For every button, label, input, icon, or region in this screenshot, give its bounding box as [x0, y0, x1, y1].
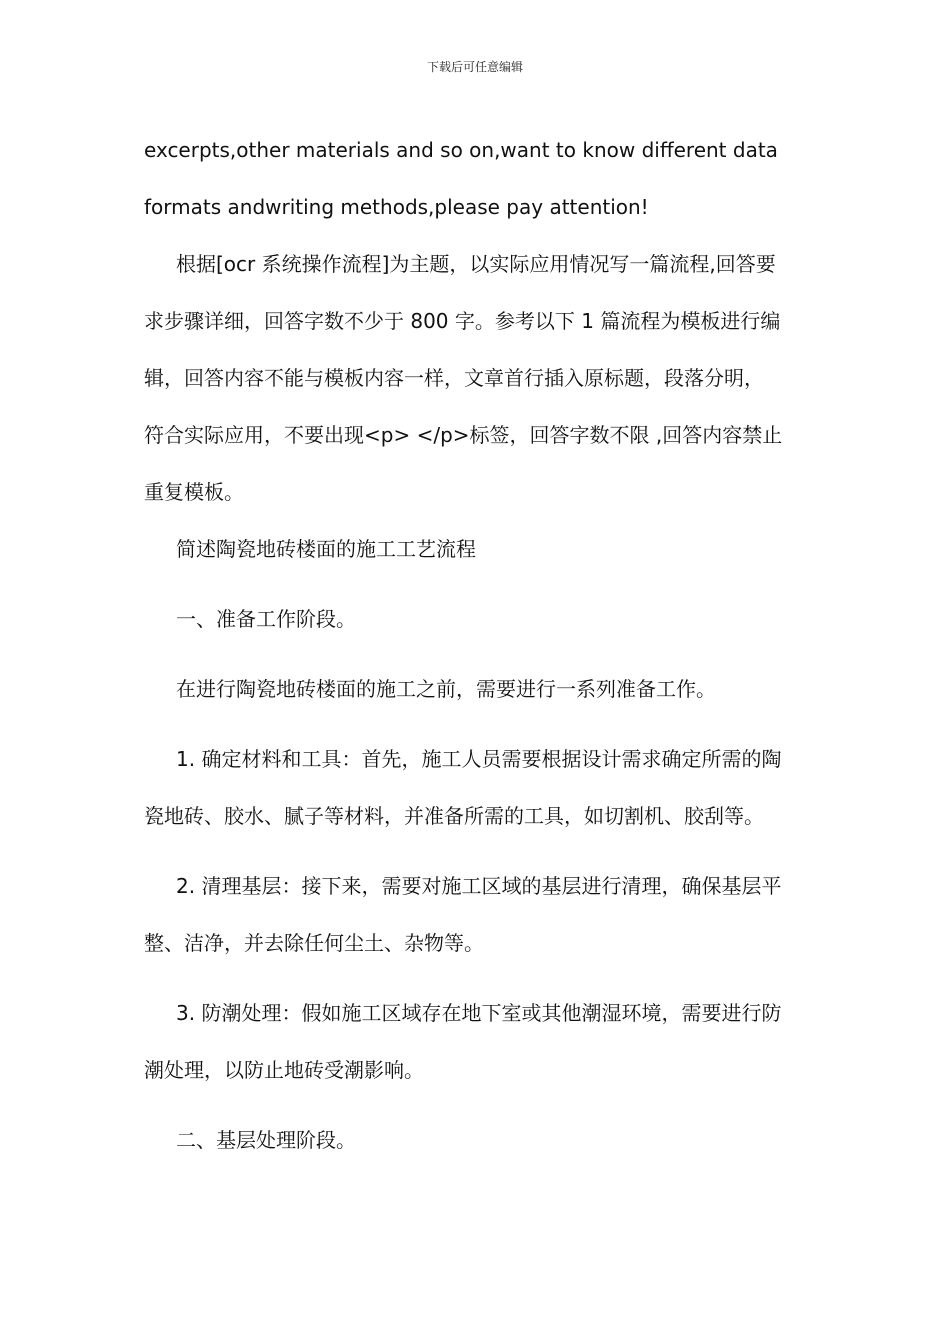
intro-line: formats andwriting methods,please pay attention!	[144, 195, 649, 219]
prompt-line: 符合实际应用，不要出现<p> </p>标签，回答字数不限 ,回答内容禁止	[144, 423, 783, 447]
list-item-line: 1. 确定材料和工具：首先，施工人员需要根据设计需求确定所需的陶	[176, 747, 782, 771]
list-item-line: 整、洁净，并去除任何尘土、杂物等。	[144, 931, 484, 955]
list-item-line: 3. 防潮处理：假如施工区域存在地下室或其他潮湿环境，需要进行防	[176, 1001, 782, 1025]
list-item-line: 潮处理，以防止地砖受潮影响。	[144, 1058, 424, 1082]
prompt-line: 根据[ocr 系统操作流程]为主题，以实际应用情况写一篇流程,回答要	[176, 252, 776, 276]
prompt-line: 求步骤详细，回答字数不少于 800 字。参考以下 1 篇流程为模板进行编	[144, 309, 781, 333]
section-intro: 在进行陶瓷地砖楼面的施工之前，需要进行一系列准备工作。	[176, 677, 716, 701]
list-item-line: 瓷地砖、胶水、腻子等材料，并准备所需的工具，如切割机、胶刮等。	[144, 804, 764, 828]
intro-line: excerpts,other materials and so on,want to know different data	[144, 138, 778, 162]
section-heading: 二、基层处理阶段。	[176, 1128, 356, 1152]
list-item-line: 2. 清理基层：接下来，需要对施工区域的基层进行清理，确保基层平	[176, 874, 782, 898]
prompt-line: 辑，回答内容不能与模板内容一样，文章首行插入原标题，段落分明，	[144, 366, 764, 390]
document-title: 简述陶瓷地砖楼面的施工工艺流程	[176, 537, 476, 561]
document-body	[144, 130, 806, 1177]
page-header: 下载后可任意编辑	[426, 60, 523, 74]
prompt-line: 重复模板。	[144, 480, 244, 504]
section-heading: 一、准备工作阶段。	[176, 607, 356, 631]
